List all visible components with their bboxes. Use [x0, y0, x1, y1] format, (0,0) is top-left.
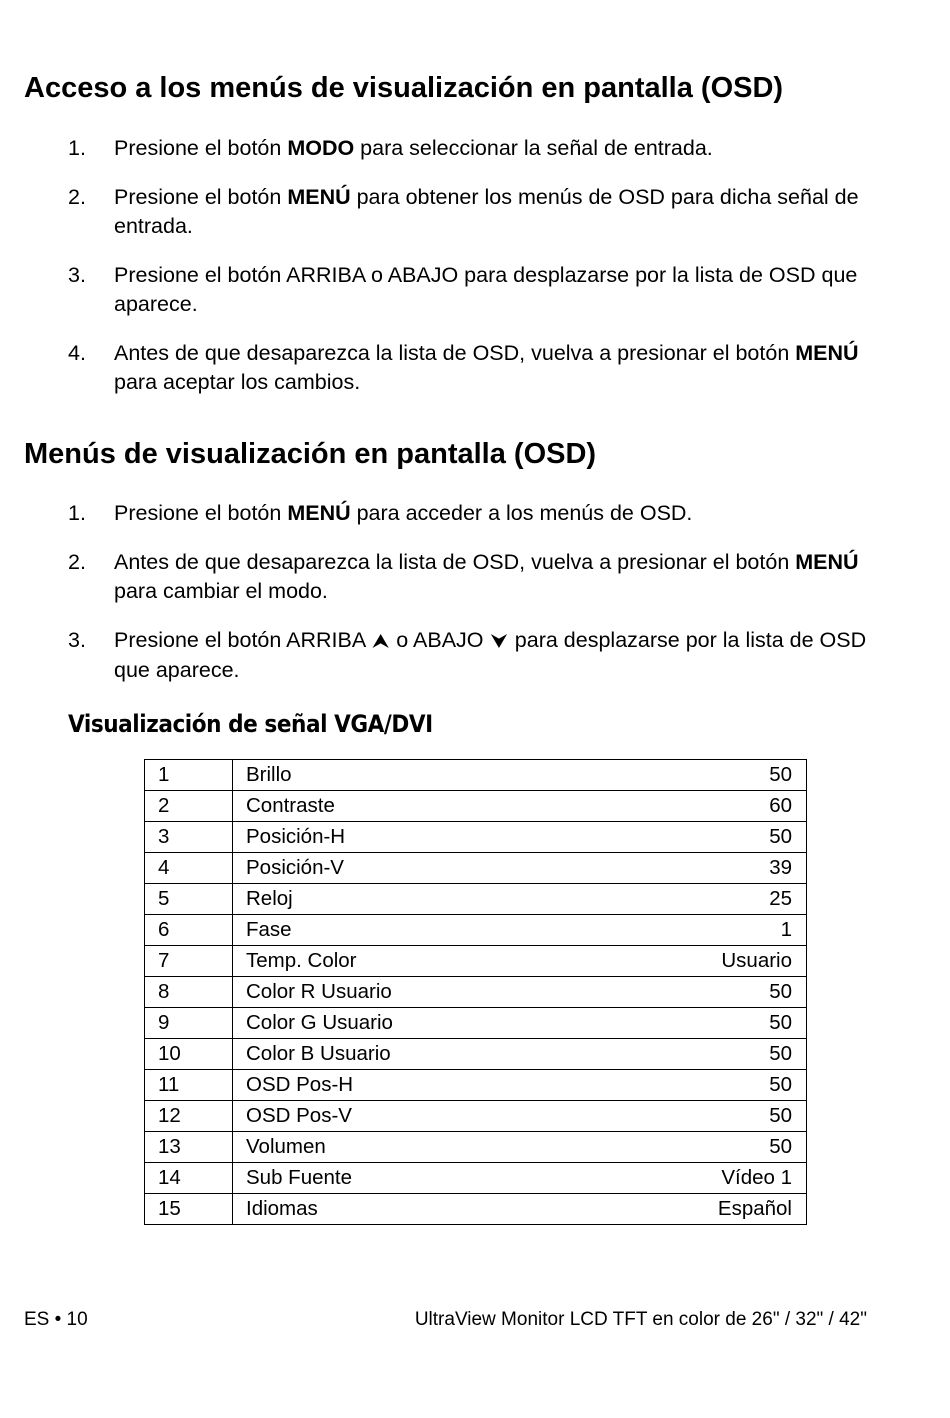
row-setting-name: Posición-H — [233, 822, 596, 853]
table-row — [145, 884, 807, 915]
row-setting-name: Contraste — [233, 791, 596, 822]
row-number: 11 — [145, 1070, 233, 1101]
step-text: para acceder a los menús de OSD. — [350, 501, 693, 525]
table-row — [145, 791, 807, 822]
osd-settings-table — [144, 759, 807, 1225]
step-text: Presione el botón — [114, 501, 288, 525]
table-row — [145, 853, 807, 884]
table-row — [145, 915, 807, 946]
row-setting-value: Usuario — [595, 946, 806, 977]
section-title-menus: Menús de visualización en pantalla (OSD) — [24, 438, 597, 470]
row-setting-value: 1 — [595, 915, 806, 946]
step-key: MENÚ — [287, 501, 351, 525]
step-text: para obtener los menús de OSD para dicha señal de entrada. — [114, 185, 859, 238]
table-row — [145, 946, 807, 977]
step-text: para desplazarse por la lista de OSD que aparece. — [114, 628, 867, 682]
table-row — [145, 1008, 807, 1039]
row-number: 1 — [145, 760, 233, 791]
row-number: 2 — [145, 791, 233, 822]
step-item — [68, 134, 868, 163]
table-row — [145, 1070, 807, 1101]
step-key: MENÚ — [795, 341, 859, 365]
table-row — [145, 1101, 807, 1132]
row-number: 7 — [145, 946, 233, 977]
row-number: 5 — [145, 884, 233, 915]
row-number: 12 — [145, 1101, 233, 1132]
row-setting-value: 50 — [595, 1101, 806, 1132]
row-number: 10 — [145, 1039, 233, 1070]
row-number: 14 — [145, 1163, 233, 1194]
step-key: MENÚ — [287, 185, 351, 209]
row-setting-value: Español — [595, 1194, 806, 1225]
step-text: Antes de que desaparezca la lista de OSD, vuelva a presionar el botón — [114, 550, 796, 574]
row-setting-value: 50 — [595, 1039, 806, 1070]
step-text: para cambiar el modo. — [114, 579, 328, 603]
step-number: 4. — [68, 341, 86, 365]
step-item — [68, 548, 868, 606]
step-key: MENÚ — [795, 550, 859, 574]
row-setting-value: 50 — [595, 1132, 806, 1163]
step-number: 2. — [68, 185, 86, 209]
subsection-title: Visualización de señal VGA/DVI — [68, 710, 433, 738]
row-setting-name: Color R Usuario — [233, 977, 596, 1008]
table-row — [145, 760, 807, 791]
row-number: 15 — [145, 1194, 233, 1225]
row-setting-name: Posición-V — [233, 853, 596, 884]
row-setting-value: 50 — [595, 1070, 806, 1101]
table-row — [145, 1039, 807, 1070]
section-title-acceso: Acceso a los menús de visualización en pantalla (OSD) — [24, 72, 784, 104]
step-text: para seleccionar la señal de entrada. — [354, 136, 713, 160]
row-setting-value: 50 — [595, 760, 806, 791]
down-arrow-icon: ⮟ — [491, 631, 507, 651]
step-text: Antes de que desaparezca la lista de OSD, vuelva a presionar el botón — [114, 341, 796, 365]
row-setting-name: Idiomas — [233, 1194, 596, 1225]
row-number: 13 — [145, 1132, 233, 1163]
row-setting-name: Color G Usuario — [233, 1008, 596, 1039]
row-setting-name: OSD Pos-V — [233, 1101, 596, 1132]
up-arrow-icon: ⮝ — [372, 631, 389, 651]
table-row — [145, 822, 807, 853]
table-row — [145, 977, 807, 1008]
row-setting-value: 39 — [595, 853, 806, 884]
table-row — [145, 1163, 807, 1194]
step-key: MODO — [287, 136, 355, 160]
row-setting-name: Volumen — [233, 1132, 596, 1163]
row-number: 8 — [145, 977, 233, 1008]
step-item — [68, 339, 868, 397]
steps-list-menus — [68, 499, 868, 705]
row-setting-value: 50 — [595, 1008, 806, 1039]
step-item — [68, 626, 868, 685]
row-setting-value: 50 — [595, 822, 806, 853]
row-number: 4 — [145, 853, 233, 884]
step-number: 3. — [68, 263, 86, 287]
row-setting-value: 25 — [595, 884, 806, 915]
row-setting-name: Color B Usuario — [233, 1039, 596, 1070]
step-item — [68, 499, 868, 528]
step-text: Presione el botón — [114, 185, 288, 209]
document-title: UltraView Monitor LCD TFT en color de 26" / 32" / 42" — [414, 1309, 867, 1330]
row-setting-value: 60 — [595, 791, 806, 822]
row-setting-name: Sub Fuente — [233, 1163, 596, 1194]
row-setting-name: Brillo — [233, 760, 596, 791]
row-number: 9 — [145, 1008, 233, 1039]
step-number: 1. — [68, 136, 86, 160]
row-number: 3 — [145, 822, 233, 853]
step-number: 3. — [68, 628, 86, 652]
table-row — [145, 1194, 807, 1225]
step-text: Presione el botón ARRIBA o ABAJO para desplazarse por la lista de OSD que aparece. — [114, 263, 858, 316]
row-setting-name: Reloj — [233, 884, 596, 915]
row-setting-value: Vídeo 1 — [595, 1163, 806, 1194]
page-number: ES • 10 — [24, 1309, 88, 1330]
step-text: Presione el botón — [114, 136, 288, 160]
table-row — [145, 1132, 807, 1163]
row-setting-name: Temp. Color — [233, 946, 596, 977]
step-number: 2. — [68, 550, 86, 574]
step-item — [68, 183, 868, 241]
row-setting-value: 50 — [595, 977, 806, 1008]
step-number: 1. — [68, 501, 86, 525]
step-text: Presione el botón ARRIBA — [114, 628, 365, 652]
step-item — [68, 261, 868, 319]
row-setting-name: Fase — [233, 915, 596, 946]
row-setting-name: OSD Pos-H — [233, 1070, 596, 1101]
step-text: para aceptar los cambios. — [114, 370, 361, 394]
row-number: 6 — [145, 915, 233, 946]
step-text: o ABAJO — [390, 628, 484, 652]
steps-list-acceso — [68, 134, 868, 417]
